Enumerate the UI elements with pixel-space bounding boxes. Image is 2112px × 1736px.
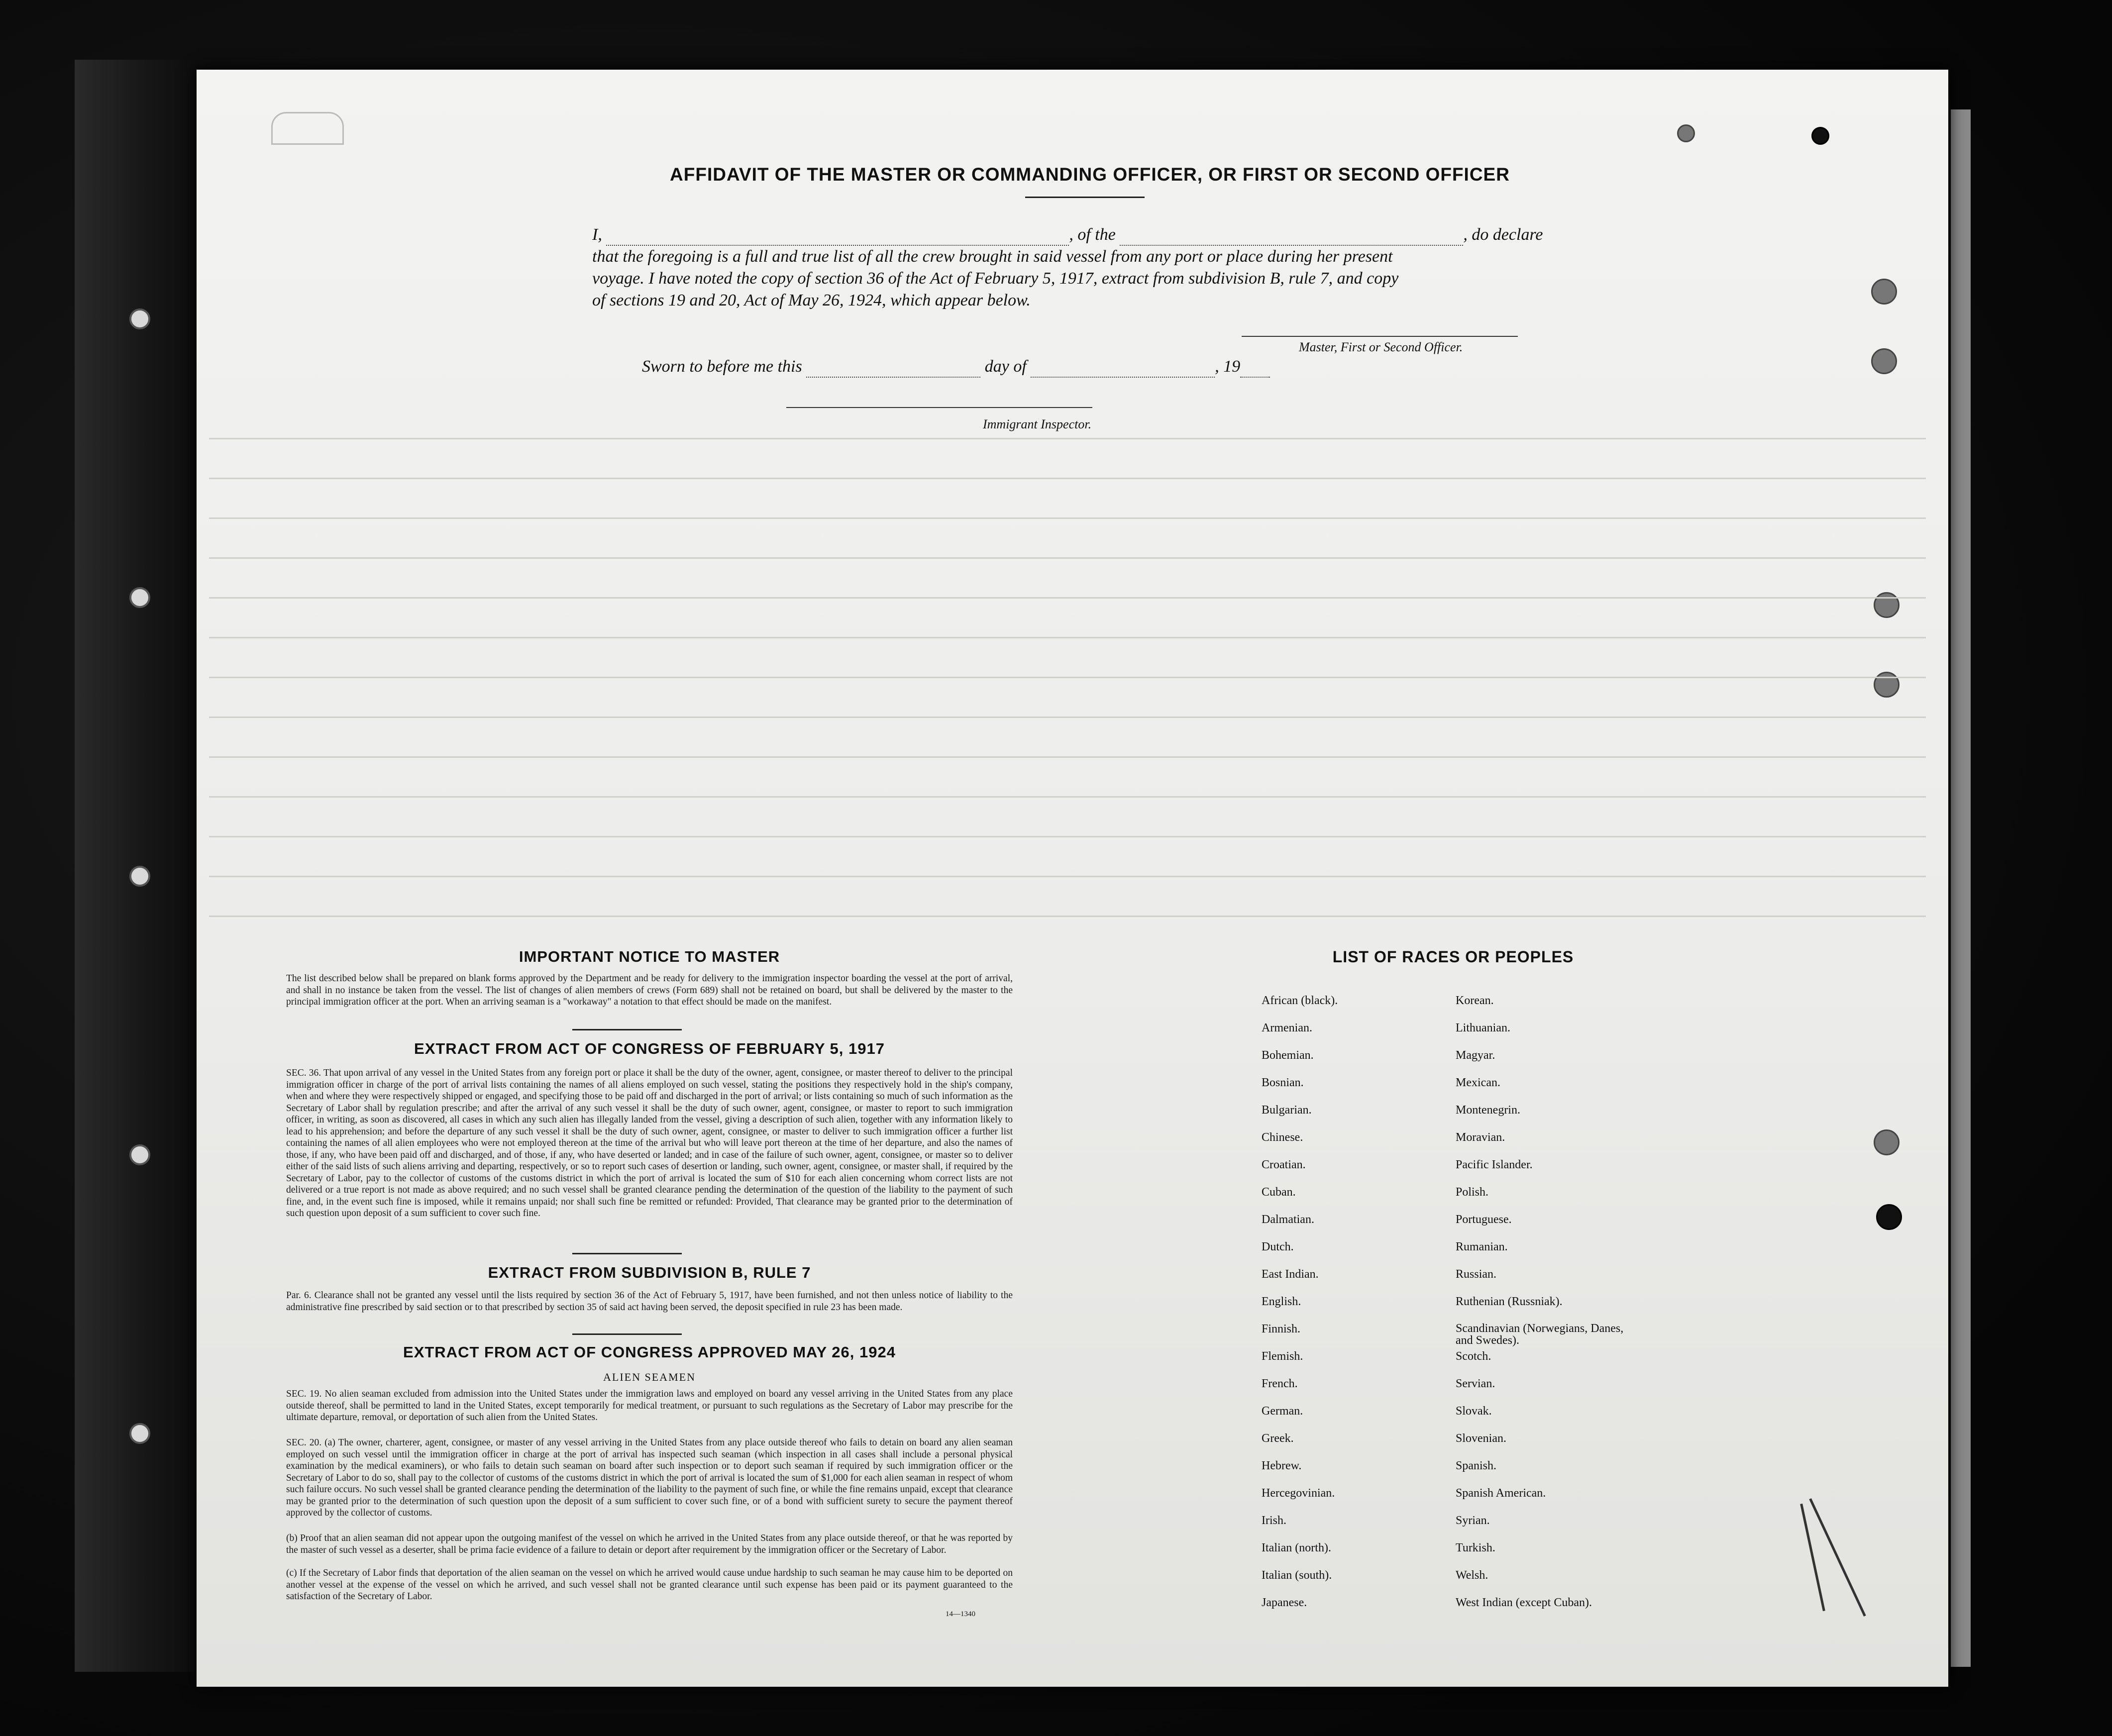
rule7-text: Par. 6. Clearance shall not be granted any vessel until the lists required by section 36 of the Act of February 5, 1917, have been furnished, and not then unless notice of liability to the administrative fine prescribed by said section or to that prescribed by section 35 of said act having been served, the deposit specified in rule 23 has been made. xyxy=(286,1290,1013,1313)
affidavit-line-1 xyxy=(592,224,1568,246)
race-entry: East Indian. xyxy=(1262,1268,1319,1281)
race-entry: Polish. xyxy=(1456,1186,1489,1199)
race-entry: German. xyxy=(1262,1405,1303,1418)
sec20c-text: (c) If the Secretary of Labor finds that deportation of the alien seaman on the vessel on which he arrived would cause undue hardship to such seaman he may cause him to be deported on another vessel at the expense of the vessel on which he arrived, and such vessel shall not be granted clearance until such expense has been paid or its payment guaranteed to the satisfaction of the Secretary of Labor. xyxy=(286,1568,1013,1602)
punch-hole-icon xyxy=(1677,124,1695,142)
race-entry: Italian (north). xyxy=(1262,1541,1331,1554)
extract-1917-text: SEC. 36. That upon arrival of any vessel in the United States from any foreign port or place it shall be the duty of the owner, agent, consignee, or master thereof to deliver to the principal immigration officer in charge of the port of arrival lists containing the names of all aliens employed on such vessel, stating the positions they respectively hold in the ship's company, when and where they were respectively shipped or engaged, and specifying those to be paid off and discharged in the port of arrival; or lists containing so much of such information as the Secretary of Labor shall by regulation prescribe; and after the arrival of any such vessel it shall be the duty of such owner, agent, consignee, or master to report to such immigration officer, in writing, as soon as discovered, all cases in which any such alien has illegally landed from the vessel, giving a description of such alien, together with any information likely to lead to his apprehension; and before the departure of any such vessel it shall be the duty of such owner, agent, consignee, or master to deliver to such immigration officer a further list containing the names of all alien employees who were not employed thereon at the time of the arrival but who will leave port thereon at the time of her departure, and also the names of those, if any, who have been paid off and discharged, and of those, if any, who have deserted or landed; and in case of the failure of such owner, agent, consignee, or master so to deliver either of the said lists of such aliens arriving and departing, respectively, or so to report such cases of desertion or landing, such owner, agent, consignee, or master shall, if required by the Secretary of Labor, pay to the collector of customs of the customs district in which the port of arrival is located the sum of $10 for each alien concerning whom correct lists are not delivered or a true report is not made as above required; and no such vessel shall be granted clearance pending the determination of the question of the liability to the payment of such fine, and, in the event such fine is imposed, while it remains unpaid; nor shall such fine be remitted or refunded: Provided, That clearance may be granted prior to the determination of such question upon deposit of a sum sufficient to cover such fine. xyxy=(286,1068,1013,1219)
inspector-signature-line[interactable] xyxy=(786,407,1092,408)
race-entry: Italian (south). xyxy=(1262,1569,1332,1582)
race-entry: Spanish. xyxy=(1456,1459,1497,1472)
bleed-through-row xyxy=(209,916,1926,917)
punch-hole-icon xyxy=(1876,1204,1902,1230)
bleed-through-row xyxy=(209,796,1926,798)
race-entry: Chinese. xyxy=(1262,1131,1303,1144)
punch-hole-icon xyxy=(1811,127,1829,145)
bleed-through-row xyxy=(209,637,1926,638)
race-entry: English. xyxy=(1262,1295,1301,1308)
binder-ring-icon xyxy=(129,587,150,608)
officer-name-blank[interactable] xyxy=(606,230,1069,246)
sec19-text: SEC. 19. No alien seaman excluded from admission into the United States under the immigration laws and employed on board any vessel arriving in the United States from any place outside thereof, shall be permitted to land in the United States, except temporarily for medical treatment, or pursuant to such regulations as the Secretary of Labor may prescribe for the ultimate departure, removal, or deportation of such alien from the United States. xyxy=(286,1389,1013,1423)
race-entry: Greek. xyxy=(1262,1432,1294,1445)
extract-1924-heading: EXTRACT FROM ACT OF CONGRESS APPROVED MAY 26, 1924 xyxy=(403,1343,896,1361)
race-entry: West Indian (except Cuban). xyxy=(1456,1596,1592,1609)
races-heading: LIST OF RACES OR PEOPLES xyxy=(1332,948,1574,966)
section-divider xyxy=(572,1253,682,1254)
sworn-year-blank[interactable] xyxy=(1240,362,1270,378)
race-entry: Spanish American. xyxy=(1456,1487,1546,1500)
affidavit-title: AFFIDAVIT OF THE MASTER OR COMMANDING OFFICER, OR FIRST OR SECOND OFFICER xyxy=(670,164,1510,185)
race-entry: Hebrew. xyxy=(1262,1459,1302,1472)
sworn-day-blank[interactable] xyxy=(806,362,980,378)
race-entry: Japanese. xyxy=(1262,1596,1307,1609)
sworn-prefix: Sworn to before me this xyxy=(642,357,802,376)
race-entry: Syrian. xyxy=(1456,1514,1490,1527)
extract-1917-heading: EXTRACT FROM ACT OF CONGRESS OF FEBRUARY 5, 1917 xyxy=(414,1040,885,1057)
affidavit-declare: , do declare xyxy=(1463,225,1543,244)
master-signature-line[interactable] xyxy=(1242,336,1518,337)
race-entry: Mexican. xyxy=(1456,1076,1500,1089)
affidavit-i: I, xyxy=(592,225,602,244)
rule7-heading: EXTRACT FROM SUBDIVISION B, RULE 7 xyxy=(488,1264,811,1281)
race-entry: Dutch. xyxy=(1262,1240,1294,1253)
title-divider xyxy=(1025,197,1145,198)
master-signature-label: Master, First or Second Officer. xyxy=(1299,340,1463,354)
punch-hole-icon xyxy=(1874,1129,1900,1155)
bleed-through-row xyxy=(209,597,1926,599)
sworn-month-blank[interactable] xyxy=(1031,362,1215,378)
race-entry: Scotch. xyxy=(1456,1350,1491,1363)
race-entry: Moravian. xyxy=(1456,1131,1505,1144)
binder-ring-icon xyxy=(129,308,150,329)
punch-hole-icon xyxy=(1874,592,1900,618)
race-entry: Bohemian. xyxy=(1262,1049,1314,1062)
sworn-day-of: day of xyxy=(984,357,1027,376)
race-entry: Armenian. xyxy=(1262,1021,1312,1034)
race-entry: Russian. xyxy=(1456,1268,1497,1281)
race-entry: Finnish. xyxy=(1262,1323,1301,1335)
race-entry: Magyar. xyxy=(1456,1049,1495,1062)
punch-hole-icon xyxy=(1871,279,1897,305)
race-entry: Dalmatian. xyxy=(1262,1213,1314,1226)
race-entry: Korean. xyxy=(1456,994,1494,1007)
race-entry: Hercegovinian. xyxy=(1262,1487,1335,1500)
race-entry: Lithuanian. xyxy=(1456,1021,1510,1034)
race-entry: Pacific Islander. xyxy=(1456,1158,1533,1171)
page-corner-stamp-icon xyxy=(271,112,344,145)
race-entry: Portuguese. xyxy=(1456,1213,1512,1226)
bleed-through-row xyxy=(209,478,1926,479)
bleed-through-row xyxy=(209,716,1926,718)
sec20a-text: SEC. 20. (a) The owner, charterer, agent, consignee, or master of any vessel arriving in the United States from any place outside thereof who fails to detain on board any alien seaman employed on such vessel until the immigration officer in charge at the port of arrival has inspected such seaman (which inspection in all cases shall include a personal physical examination by the medical examiners), or who fails to detain such seaman on board after such inspection or to deport such seaman if required by such immigration officer or the Secretary of Labor to do so, shall pay to the collector of customs of the customs district in which the port of arrival is located the sum of $1,000 for each alien seaman in respect of whom such failure occurs. No such vessel shall be granted clearance pending the determination of the liability to the payment of such fine, or while the fine remains unpaid, except that clearance may be granted prior to the determination of such question upon the deposit of a sum sufficient to cover such fine, or of a bond with sufficient surety to secure the payment thereof approved by the collector of customs. xyxy=(286,1437,1013,1518)
affidavit-line-3: voyage. I have noted the copy of section 36 of the Act of February 5, 1917, extract from subdivision B, rule 7, and copy xyxy=(592,269,1399,288)
bleed-through-row xyxy=(209,517,1926,519)
bleed-through-row xyxy=(209,836,1926,837)
inspector-signature-label: Immigrant Inspector. xyxy=(983,417,1092,431)
form-number: 14—1340 xyxy=(946,1610,975,1618)
affidavit-body xyxy=(592,224,1568,311)
bleed-through-row xyxy=(209,677,1926,678)
sec20b-text: (b) Proof that an alien seaman did not appear upon the outgoing manifest of the vessel on which he arrived in the United States from any place outside thereof, or that he was reported by the master of such vessel as a deserter, shall be prima facie evidence of a failure to detain or deport after requirement by the immigration officer or the Secretary of Labor. xyxy=(286,1533,1013,1555)
notice-heading: IMPORTANT NOTICE TO MASTER xyxy=(519,948,780,965)
race-entry: French. xyxy=(1262,1377,1298,1390)
notice-text: The list described below shall be prepared on blank forms approved by the Department and be ready for delivery to the immigration inspector boarding the vessel at the port of arrival, and shall in no instance be taken from the vessel. The list of changes of alien members of crews (Form 689) shall not be retained on board, but shall be delivered by the master to the principal immigration officer at the port. When an arriving seaman is a "workaway" a notation to that effect should be made on the manifest. xyxy=(286,973,1013,1007)
race-entry: Slovenian. xyxy=(1456,1432,1506,1445)
binder-ring-icon xyxy=(129,1144,150,1165)
race-entry: Croatian. xyxy=(1262,1158,1306,1171)
race-entry: Montenegrin. xyxy=(1456,1104,1520,1117)
race-entry: Flemish. xyxy=(1262,1350,1303,1363)
race-entry: Rumanian. xyxy=(1456,1240,1508,1253)
vessel-name-blank[interactable] xyxy=(1120,230,1463,246)
bleed-through-row xyxy=(209,438,1926,439)
punch-hole-icon xyxy=(1874,672,1900,698)
underlying-page-edge xyxy=(1951,109,1971,1667)
affidavit-line-2: that the foregoing is a full and true list of all the crew brought in said vessel from any port or place during her present xyxy=(592,247,1393,266)
race-entry: Welsh. xyxy=(1456,1569,1488,1582)
section-divider xyxy=(572,1333,682,1335)
race-entry: Cuban. xyxy=(1262,1186,1296,1199)
bleed-through-row xyxy=(209,876,1926,877)
race-entry: African (black). xyxy=(1262,994,1338,1007)
race-entry: Scandinavian (Norwegians, Danes, and Swedes). xyxy=(1456,1322,1624,1347)
race-entry: Servian. xyxy=(1456,1377,1495,1390)
bleed-through-row xyxy=(209,756,1926,758)
affidavit-line-4: of sections 19 and 20, Act of May 26, 1924, which appear below. xyxy=(592,291,1031,309)
race-entry: Bulgarian. xyxy=(1262,1104,1312,1117)
binder-ring-icon xyxy=(129,1423,150,1444)
bleed-through-row xyxy=(209,557,1926,559)
sworn-line xyxy=(642,356,1388,378)
race-entry: Bosnian. xyxy=(1262,1076,1304,1089)
punch-hole-icon xyxy=(1871,348,1897,374)
race-entry: Slovak. xyxy=(1456,1405,1492,1418)
alien-seamen-subheading: ALIEN SEAMEN xyxy=(603,1371,696,1383)
binder-ring-icon xyxy=(129,866,150,887)
race-entry: Irish. xyxy=(1262,1514,1286,1527)
sworn-year: , 19 xyxy=(1215,357,1241,376)
section-divider xyxy=(572,1029,682,1030)
race-entry: Turkish. xyxy=(1456,1541,1495,1554)
affidavit-of-the: , of the xyxy=(1069,225,1116,244)
race-entry: Ruthenian (Russniak). xyxy=(1456,1295,1563,1308)
